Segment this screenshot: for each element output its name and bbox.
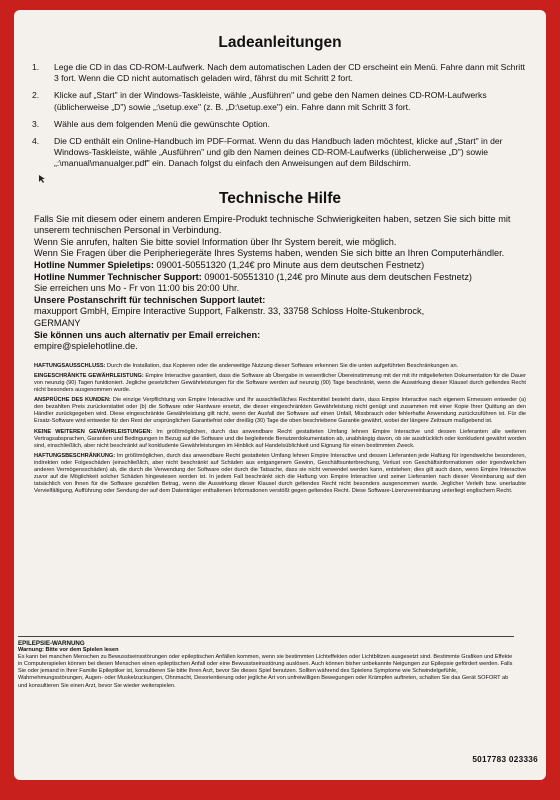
step-text: Die CD enthält ein Online-Handbuch im PDF-Format. Wenn du das Handbuch laden möchtest, klicke auf „Start" in der Windows-Taskleiste, wähle „Ausführen" und gib den Namen deines CD-ROM-Laufwerks (üblicherweise „D") sowie „:\manual\manualger.pdf" ein. Danach folgst du einfach den Anweisungen auf dem Bildschirm. — [54, 136, 503, 169]
help-title: Technische Hilfe — [218, 189, 342, 207]
legal-paragraph — [34, 429, 526, 450]
warning-subtitle: Warnung: Bitte vor dem Spielen lesen — [18, 647, 119, 654]
help-prepare-1: Wenn Sie anrufen, halten Sie bitte soviel Information über Ihr System bereit, wie möglich. — [34, 236, 397, 247]
hotline-tips — [34, 260, 526, 272]
legal-text: Empire Interactive garantiert, dass die Software ab Übergabe in wesentlicher Übereinstimmung mit der mit ihr mitgelieferten Dokumentation für die Dauer von neunzig (90) Tagen funktioniert. Jegliche gesetzlichen Gewährleistungen für die Software werden auf neunzig (90) Tage beschränkt, wenn die Auswirkung dieser Klausel durch geltendes Recht nicht besonders ausgenommen wurde. — [34, 372, 526, 394]
legal-paragraph — [34, 363, 526, 370]
legal-text: Durch die Installation, das Kopieren oder die anderweitige Nutzung dieser Software erkennen Sie die unten aufgeführten Beschränkungen an. — [105, 362, 459, 369]
install-step — [30, 136, 530, 170]
install-step — [30, 62, 530, 84]
step-text: Wähle aus dem folgenden Menü die gewünschte Option. — [54, 118, 270, 129]
legal-section — [30, 363, 530, 496]
postal-address: maxupport GmbH, Empire Interactive Support, Falkenstr. 33, 33758 Schloss Holte-Stukenbrock, — [34, 306, 425, 317]
legal-paragraph — [34, 453, 526, 496]
install-step — [30, 119, 530, 130]
step-number: 2. — [32, 90, 40, 101]
legal-paragraph — [34, 373, 526, 394]
step-number: 3. — [32, 118, 40, 129]
install-step — [30, 90, 530, 112]
help-section — [30, 214, 530, 353]
help-intro: Falls Sie mit diesem oder einem anderen Empire-Produkt technische Schwierigkeiten haben, setzen Sie sich bitte mit unserem technischen Personal in Verbindung. — [34, 213, 511, 236]
help-prepare-2: Wenn Sie Fragen über die Peripheriegeräte Ihres Systems haben, wenden Sie sich bitte an Ihren Computerhändler. — [34, 248, 505, 259]
warning-text: Es kann bei manchen Menschen zu Bewusstseinsstörungen oder epileptischen Anfällen kommen, wenn sie bestimmten Lichteffekten oder Lichtblitzen ausgesetzt sind. Bestimmte Grafiken und Effekte in Computerspielen können bei diesen Menschen einen epileptischen Anfall oder eine Bewusstseinsstörung auslösen. Auch können bisher unbekannte Neigungen zur Epilepsie gefördert werden. Falls Sie oder jemand in Ihrer Familie Epileptiker ist, konsultieren Sie bitte Ihren Arzt, bevor Sie dieses Spiel benutzen. Sollten während des Spielens Symptome wie Schwindelgefühle, Wahrnehmungsstörungen, Augen- oder Muskelzuckungen, Ohnmacht, Desorientierung oder jegliche Art von unfreiwilligen Bewegungen oder Krämpfen auftreten, schalten Sie das Gerät SOFORT ab und konsultieren Sie einen Arzt, bevor Sie wieder weiterspielen. — [18, 654, 513, 689]
mouse-cursor-icon — [38, 174, 530, 184]
legal-text: Die einzige Verpflichtung von Empire Interactive und Ihr ausschließliches Rechtsmittel besteht darin, dass Empire Interactive nach eigenem Ermessen entweder (a) den bezahlten Preis zurückerstattet oder (b) die Software oder Hardware ersetzt, die dieser eingeschränkten Gewährleistung nicht genügt und zusammen mit einer Kopie Ihrer Quittung an den Händler zurückgegeben wird. Diese eingeschränkte Gewährleistung gilt nicht, wenn der Ausfall der Software auf einen Unfall, Missbrauch oder fehlerhafte Anwendung zurückzuführen ist. Für die Ersatz-Software wird entweder für den Rest der ursprünglichen Garantiefrist oder dreißig (30) Tage die oben beschriebene Garantie gewährt, wobei der längere Zeitraum maßgebend ist. — [34, 397, 526, 425]
install-title: Ladeanleitungen — [218, 34, 342, 51]
legal-heading: HAFTUNGSAUSSCHLUSS: — [34, 362, 106, 369]
legal-paragraph — [34, 397, 526, 425]
legal-heading: EINGESCHRÄNKTE GEWÄHRLEISTUNG: — [34, 372, 144, 379]
step-number: 4. — [32, 136, 40, 147]
support-hours: Sie erreichen uns Mo - Fr von 11:00 bis 20:00 Uhr. — [34, 283, 240, 294]
hotline-tips-label: Hotline Nummer Spieletips: — [34, 260, 154, 270]
hotline-support-label: Hotline Nummer Technischer Support: — [34, 271, 202, 282]
step-number: 1. — [32, 62, 40, 72]
email-address: empire@spielehotline.de. — [34, 341, 138, 352]
step-text: Lege die CD in das CD-ROM-Laufwerk. Nach dem automatischen Laden der CD erscheint ein Menü. Fahre dann mit Schritt 3 fort. Wenn die CD nicht automatisch geladen wird, fährst du mit Schritt 2 fort. — [54, 62, 525, 84]
warning-title: EPILEPSIE-WARNUNG — [18, 640, 85, 647]
legal-heading: ANSPRÜCHE DES KUNDEN: — [34, 397, 111, 404]
legal-text: Im größtmöglichen, durch das anwendbare Recht gestatteten Umfang lehnen Empire Interactive und dessen Lieferanten alle weiteren Vertragsabsprachen, Garantien und Bedingungen in Bezug auf die Software und die begleitende Benutzerdokumentation ab, unabhängig davon, ob sie ausdrücklich oder konkludent gewährt worden sind, einschließlich, aber nicht beschränkt auf konkludente Gewährleistungen im Hinblick auf Handelsüblichkeit und Eignung für einen bestimmten Zweck. — [34, 428, 527, 449]
legal-text: Im größtmöglichen, durch das anwendbare Recht gestatteten Umfang lehnen Empire Interactive und dessen Lieferanten jede Haftung für irgendwelche besonderen, indirekten oder Folgeschäden (einschließlich, aber nicht beschränkt auf Schäden aus entgangenem Gewinn, Geschäftsunterbrechung, Verlust von Geschäftsinformationen oder irgendwelchen anderen Vermögensschäden) ab, die durch die Verwendung der Software oder durch die Tatsache, dass sie nicht verwendet werden kann, entstehen; dies gilt auch dann, wenn Empire Interactive zuvor auf die Möglichkeit solcher Schäden hingewiesen worden ist. In jedem Fall beschränkt sich die Haftung von Empire Interactive und seiner Lieferanten nach dieser Vereinbarung auf den tatsächlich von Ihnen für die Software gezahlten Betrag, wenn die Auswirkung dieser Klausel durch geltendes Recht nicht besonders ausgenommen wurde. Jeglicher Verleih bzw. unerlaubte Vervielfältigung, Aufführung oder Sendung der auf dem Datenträger enthaltenen Informationen verstößt gegen geltendes Recht. Diese Software-Lizenzvereinbarung unterliegt englischem Recht. — [34, 452, 526, 495]
install-steps — [30, 62, 530, 170]
legal-heading: KEINE WEITEREN GEWÄHRLEISTUNGEN: — [34, 428, 153, 435]
postal-country: GERMANY — [34, 317, 81, 328]
step-text: Klicke auf „Start" in der Windows-Taskleiste, wähle „Ausführen" und gebe den Namen deines CD-ROM-Laufwerks (üblicherweise „D") sowie „:\setup.exe" (z. B. „D:\setup.exe") ein. Fahre dann mit Schritt 3 fort. — [54, 90, 487, 112]
legal-heading: HAFTUNGSBESCHRÄNKUNG: — [34, 452, 116, 459]
hotline-support — [34, 272, 526, 284]
hotline-tips-value: 09001-50551320 (1,24€ pro Minute aus dem deutschen Festnetz) — [153, 260, 425, 270]
hotline-support-value: 09001-50551310 (1,24€ pro Minute aus dem deutschen Festnetz) — [201, 271, 472, 282]
email-label: Sie können uns auch alternativ per Email erreichen: — [34, 329, 261, 340]
postal-label: Unsere Postanschrift für technischen Support lautet: — [34, 294, 266, 305]
barcode-number: 5017783 023336 — [472, 755, 538, 764]
epilepsy-warning — [18, 636, 514, 690]
